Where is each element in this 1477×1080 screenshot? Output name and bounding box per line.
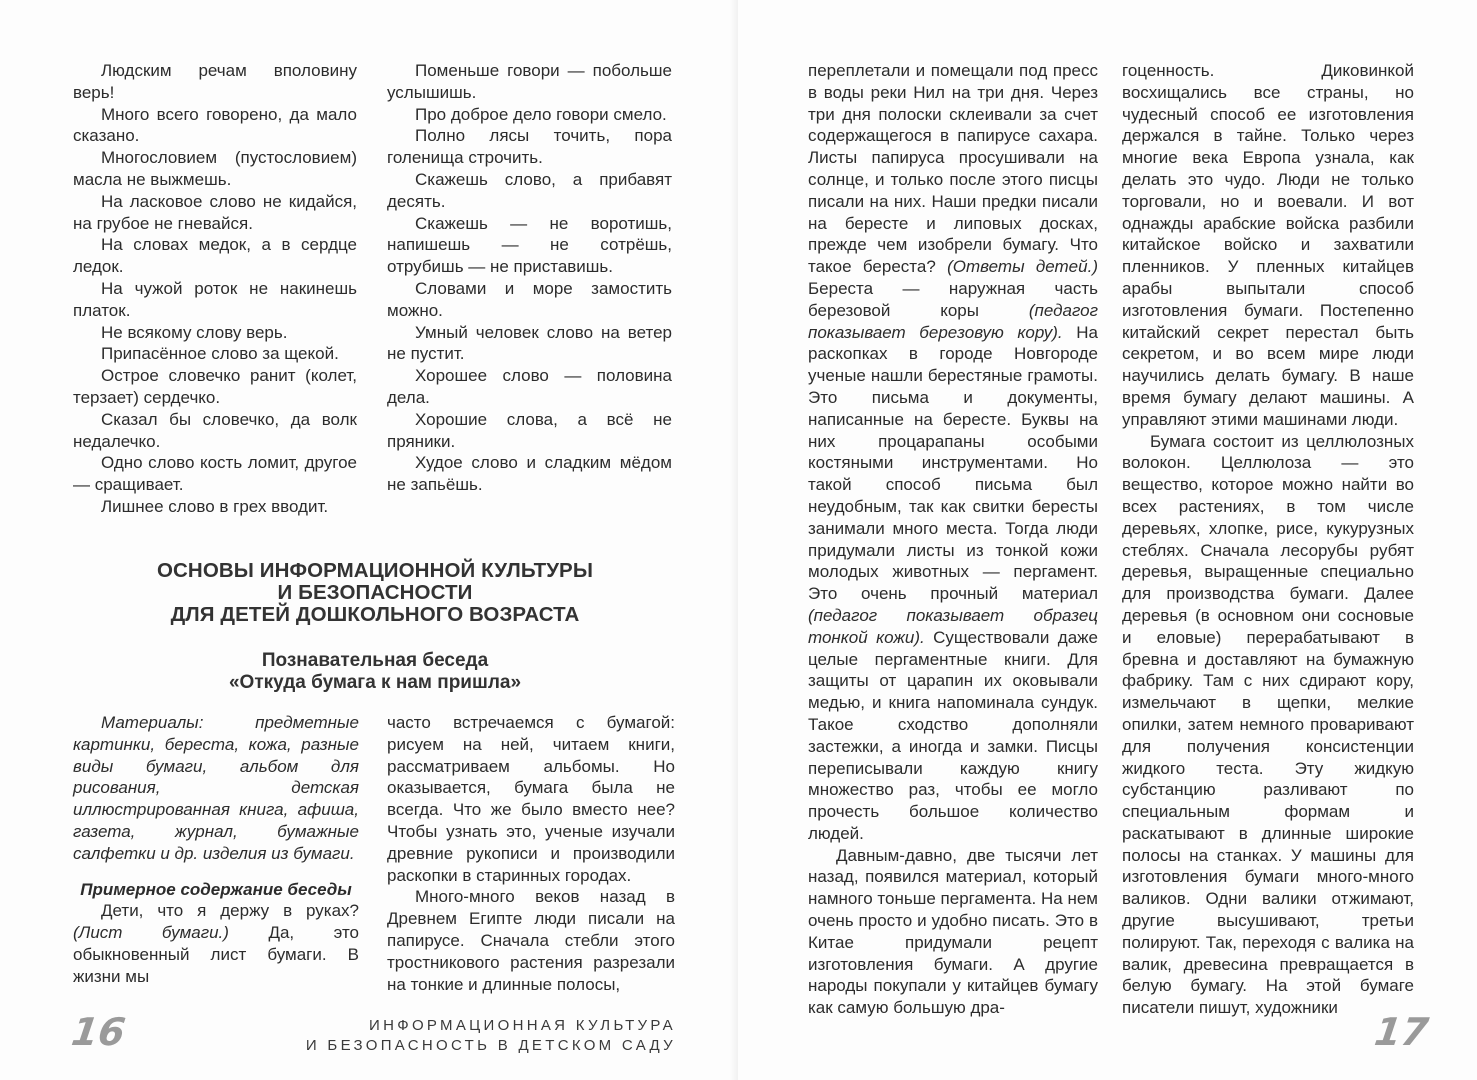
- lesson-column-1: [73, 712, 359, 988]
- intro-answer: (Лист бумаги.): [73, 923, 229, 943]
- proverbs-column-2: [387, 60, 672, 496]
- proverb: Худое слово и сладким мёдом не запьёшь.: [387, 453, 672, 495]
- intro-rest: Да, это обыкновенный лист бумаги. В жизни мы: [73, 923, 359, 986]
- proverb: Людским речам вполовину верь!: [73, 61, 357, 102]
- papyrus-birch-paragraph: [808, 60, 1098, 845]
- running-head-line: ИНФОРМАЦИОННАЯ КУЛЬТУРА: [369, 1017, 676, 1034]
- running-head: [300, 1016, 676, 1056]
- proverb: Припасённое слово за щекой.: [101, 344, 339, 364]
- section-title: [100, 560, 650, 626]
- children-answers-note: (Ответы детей.): [947, 257, 1098, 277]
- section-title-line: И БЕЗОПАСНОСТИ: [277, 581, 473, 604]
- teacher-action-note: (педагог показывает образец тонкой кожи).: [808, 605, 1098, 647]
- proverb: Умный человек слово на ветер не пустит.: [387, 322, 672, 364]
- proverb: Словами и море замостить можно.: [387, 278, 672, 320]
- lesson-title-line: «Откуда бумага к нам пришла»: [228, 672, 522, 693]
- intro-continuation: часто встречаемся с бумагой: рисуем на ней, читаем книги, рассматриваем альбомы. Но оказывается, бумага была не всегда. Что же было вместо нее? Чтобы узнать это, ученые изучали древние рукописи и производили раскопки в старинных городах.: [387, 713, 675, 885]
- proverb: Не всякому слову верь.: [101, 322, 288, 342]
- proverb: Поменьше говори — побольше услышишь.: [387, 61, 672, 102]
- proverb: На чужой роток не накинешь платок.: [73, 278, 357, 320]
- proverb: На словах медок, а в сердце ледок.: [73, 235, 357, 277]
- proverb: Хорошие слова, а всё не пряники.: [387, 409, 672, 451]
- proverbs-column-1: [73, 60, 357, 518]
- section-title-line: ОСНОВЫ ИНФОРМАЦИОННОЙ КУЛЬТУРЫ: [156, 559, 594, 582]
- teacher-action-note: (педагог показывает березовую кору).: [808, 300, 1098, 342]
- section-title-line: ДЛЯ ДЕТЕЙ ДОШКОЛЬНОГО ВОЗРАСТА: [170, 603, 580, 626]
- content-subheading: Примерное содержание беседы: [80, 879, 352, 899]
- egypt-paragraph: Много-много веков назад в Древнем Египте люди писали на папирусе. Сначала стебли этого тростникового растения разрезали на тонкие и длинные полосы,: [387, 887, 675, 994]
- proverb: Хорошее слово — половина дела.: [387, 366, 672, 407]
- proverb: На ласковое слово не кидайся, на грубое не гневайся.: [73, 191, 357, 233]
- right-column-1: [808, 60, 1098, 1019]
- intro-question: Дети, что я держу в руках?: [101, 901, 359, 921]
- text-run: Существовали даже целые пергаментные книги. Для защиты от царапин их оковывали медью, и книга напоминала сундук. Такое сходство дополняли застежки, а иногда и замки. Писцы переписывали каждую книгу множество раз, чтобы ее могло прочесть большое количество людей.: [808, 627, 1098, 843]
- proverb: Одно слово кость ломит, другое — сращивает.: [73, 453, 357, 495]
- left-page: [0, 0, 738, 1080]
- text-run: переплетали и помещали под пресс в воды реки Нил на три дня. Через три дня полоски склеивали за счет содержащегося в папирусе сахара. Листы папируса просушивали на солнце, и только после этого писцы писали на них. Наши предки писали на бересте и липовых досках, прежде чем изобрели бумагу. Что такое береста?: [808, 61, 1098, 277]
- china-paragraph-continuation: гоценность. Диковинкой восхищались все страны, но чудесный способ ее изготовления держался в тайне. Только через многие века Европа узнала, как делать это чудо. Люди не только торговали, но и воевали. И вот однажды арабские войска разбили китайское войско и захватили пленников. У пленных китайцев арабы выпытали способ изготовления бумаги. Постепенно китайский секрет перестал быть секретом, и во всем мире люди научились делать бумагу. В наше время бумагу делают машины. А управляют этими машинами люди.: [1122, 61, 1414, 429]
- proverb: Лишнее слово в грех вводит.: [101, 496, 329, 516]
- lesson-column-2: [387, 712, 675, 995]
- lesson-title: [100, 650, 650, 694]
- proverb: Скажешь — не воротишь, напишешь — не сотрёшь, отрубишь — не приставишь.: [387, 213, 672, 277]
- proverb: Скажешь слово, а прибавят десять.: [387, 169, 672, 211]
- lesson-title-line: Познавательная беседа: [261, 650, 489, 671]
- proverb: Острое словечко ранит (колет, терзает) сердечко.: [73, 366, 357, 407]
- proverb: Про доброе дело говори смело.: [415, 104, 667, 124]
- proverb: Многословием (пустословием) масла не выжмешь.: [73, 148, 357, 189]
- running-head-line: И БЕЗОПАСНОСТЬ В ДЕТСКОМ САДУ: [305, 1037, 676, 1054]
- text-run: На раскопках в городе Новгороде ученые нашли берестяные грамоты. Это письма и документы, написанные на бересте. Буквы на них процарапаны особыми костяными инструментами. Но такой способ письма был неудобным, так как свитки бересты занимали много места. Тогда люди придумали листы из тонкой кожи молодых животных — пергамент. Это очень прочный материал: [808, 322, 1098, 604]
- text-run: Береста — наружная часть березовой коры: [808, 278, 1098, 320]
- page-number-right: 17: [1371, 1010, 1431, 1054]
- proverb: Полно лясы точить, пора голенища строчить.: [387, 126, 672, 168]
- materials-paragraph: Материалы: предметные картинки, береста, кожа, разные виды бумаги, альбом для рисования, детская иллюстрированная книга, афиша, газета, журнал, бумажные салфетки и др. изделия из бумаги.: [73, 713, 359, 863]
- proverb: Сказал бы словечко, да волк недалечко.: [73, 409, 357, 451]
- cellulose-paragraph: Бумага состоит из целлюлозных волокон. Целлюлоза — это вещество, которое можно найти во всех растениях, в том числе деревьях, хлопке, рисе, кукурузных стеблях. Сначала лесорубы рубят деревья, выращенные специально для производства бумаги. Далее деревья (в основном они сосновые и еловые) перерабатывают в бревна и доставляют на бумажную фабрику. Там с них сдирают кору, измельчают в щепки, мелкие опилки, затем немного проваривают для получения консистенции жидкого теста. Эту жидкую субстанцию разливают по специальным формам и раскатывают в длинные широкие полосы на станках. У машины для изготовления бумаги много-много валиков. Одни валики отжимают, другие высушивают, третьи полируют. Так, переходя с валика на валик, древесина превращается в белую бумагу. На этой бумаге писатели пишут, художники: [1122, 431, 1414, 1018]
- proverb: Много всего говорено, да мало сказано.: [73, 104, 357, 146]
- page-number-left: 16: [68, 1010, 128, 1054]
- china-paragraph: Давным-давно, две тысячи лет назад, появился материал, который намного тоньше пергамента. На нем очень просто и удобно писать. Это в Китае придумали рецепт изготовления бумаги. А другие народы покупали у китайцев бумагу как самую большую дра-: [808, 845, 1098, 1018]
- right-column-2: [1122, 60, 1414, 1019]
- intro-paragraph: [73, 900, 359, 987]
